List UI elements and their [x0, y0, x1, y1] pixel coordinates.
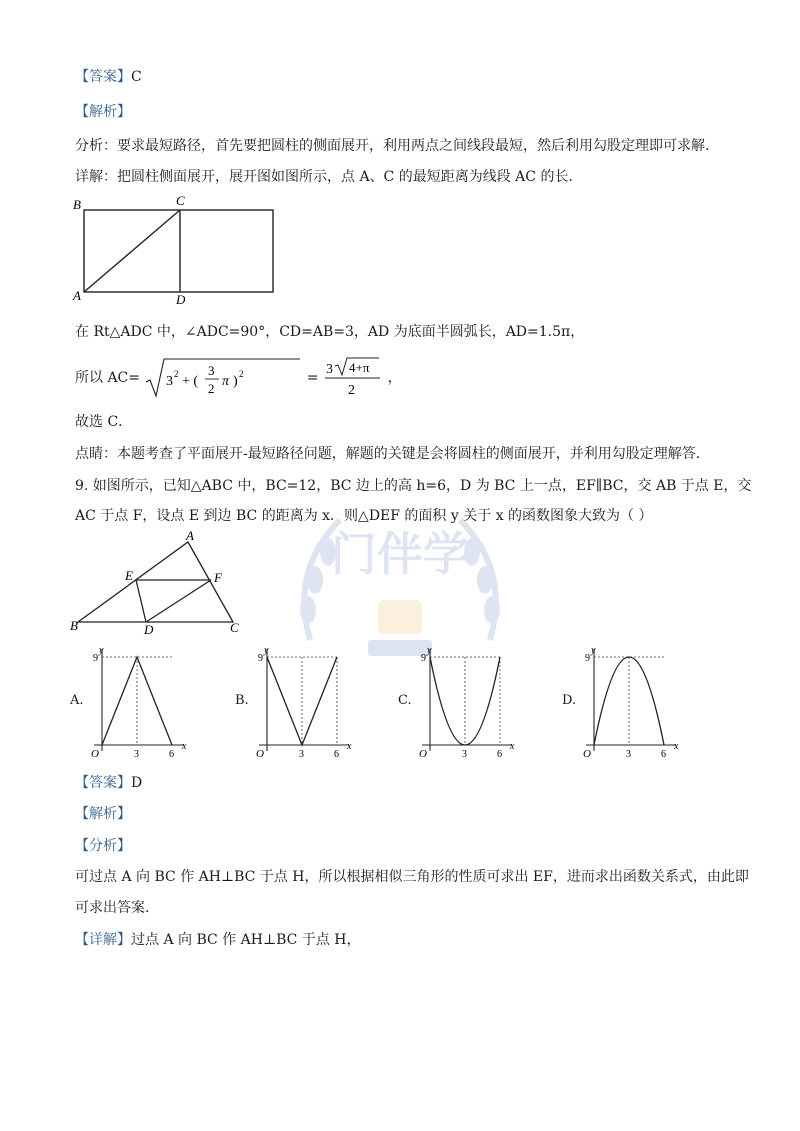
x-axis-label: x [510, 741, 515, 752]
q9-line-1: 9. 如图所示，已知△ABC 中，BC=12，BC 边上的高 h=6，D 为 BC 上一点，EF∥BC，交 AB 于点 E，交 [75, 478, 752, 494]
analysis-tag-1: 【解析】 [75, 104, 131, 120]
xiangjie-1: 详解：把圆柱侧面展开，展开图如图所示，点 A、C 的最短距离为线段 AC 的长． [75, 169, 583, 185]
option-a-letter: A. [70, 693, 84, 708]
q9-line-2: AC 于点 F，设点 E 到边 BC 的距离为 x．则△DEF 的面积 y 关于 x 的函数图象大致为（ ） [75, 508, 653, 524]
option-b-letter: B. [235, 693, 249, 708]
svg-text:3: 3 [326, 362, 334, 377]
formula-prefix: 所以 AC= [75, 370, 141, 386]
option-d-letter: D. [562, 693, 577, 708]
answer-tag: 【答案】 [75, 69, 131, 85]
fig2-label-A: A [186, 530, 194, 543]
svg-text:2: 2 [239, 369, 244, 379]
analysis-tag-2: 【解析】 [75, 806, 131, 822]
answer-value: C [131, 69, 142, 85]
choose-c: 故选 C． [75, 414, 133, 430]
dianjing: 点睛：本题考查了平面展开-最短路径问题，解题的关键是会将圆柱的侧面展开，并利用勾股定理解答． [75, 446, 710, 462]
fenxi-2-line-1: 可过点 A 向 BC 作 AH⊥BC 于点 H，所以根据相似三角形的性质可求出 EF，进而求出函数关系式，由此即 [75, 869, 749, 885]
tick-6: 6 [169, 749, 174, 760]
x-axis-label: x [674, 741, 679, 752]
option-b-graph [237, 645, 357, 763]
svg-text:+ (: + ( [182, 374, 199, 389]
tick-3: 3 [134, 749, 139, 760]
origin-label: O [583, 748, 591, 760]
figure-triangle-abc [68, 530, 258, 640]
origin-label: O [419, 748, 427, 760]
formula-eq: = [306, 370, 319, 386]
tick-3: 3 [299, 749, 304, 760]
x-axis-label: x [182, 741, 187, 752]
fig2-label-E: E [125, 568, 133, 583]
svg-text:3: 3 [166, 374, 174, 389]
y-axis-label: y [264, 645, 269, 656]
tick-9: 9 [258, 653, 263, 664]
fenxi-2-line-2: 可求出答案． [75, 900, 159, 916]
option-c-letter: C. [398, 693, 412, 708]
origin-label: O [91, 748, 99, 760]
fig1-label-B: B [73, 197, 81, 212]
option-d-graph [564, 645, 684, 763]
tick-6: 6 [661, 749, 666, 760]
formula-result [323, 356, 383, 400]
fig2-label-C: C [230, 620, 239, 635]
svg-text:π: π [222, 374, 230, 389]
y-axis-label: y [99, 645, 104, 656]
fig1-label-C: C [176, 193, 185, 208]
fenxi-tag-2: 【分析】 [75, 838, 131, 854]
svg-text:4+π: 4+π [349, 360, 370, 375]
fenxi-1: 分析：要求最短路径，首先要把圆柱的侧面展开，利用两点之间线段最短，然后利用勾股定理即可求解． [75, 138, 719, 154]
rt-triangle-line: 在 Rt△ADC 中，∠ADC=90°，CD=AB=3，AD 为底面半圆弧长，AD=1.5π， [75, 324, 585, 340]
xiangjie-2: 【详解】过点 A 向 BC 作 AH⊥BC 于点 H， [75, 932, 361, 948]
option-a-graph [72, 645, 192, 763]
svg-text:2: 2 [174, 369, 179, 379]
answer-line-2: 【答案】D [75, 775, 143, 791]
tick-3: 3 [626, 749, 631, 760]
formula-line [75, 356, 402, 400]
answer-value-2: D [131, 775, 143, 791]
tick-9: 9 [421, 653, 426, 664]
tick-3: 3 [462, 749, 467, 760]
y-axis-label: y [427, 645, 432, 656]
svg-text:2: 2 [348, 383, 356, 398]
tick-6: 6 [334, 749, 339, 760]
y-axis-label: y [591, 645, 596, 656]
x-axis-label: x [347, 741, 352, 752]
svg-text:2: 2 [208, 381, 215, 396]
svg-text:): ) [233, 374, 239, 389]
option-c-graph [400, 645, 520, 763]
tick-9: 9 [93, 653, 98, 664]
origin-label: O [256, 748, 264, 760]
formula-suffix: ， [387, 370, 402, 386]
answer-line-1 [75, 67, 142, 87]
fig2-label-F: F [214, 570, 222, 585]
watermark-text: 门伴学 [331, 529, 469, 580]
fig2-label-D: D [144, 622, 154, 637]
formula-sqrt [144, 356, 302, 400]
figure-unrolled-cylinder [70, 190, 290, 305]
fig1-label-D: D [176, 292, 186, 305]
tick-9: 9 [585, 653, 590, 664]
svg-text:3: 3 [208, 363, 215, 378]
tick-6: 6 [497, 749, 502, 760]
fig2-label-B: B [70, 618, 78, 633]
fig1-label-A: A [73, 288, 81, 303]
